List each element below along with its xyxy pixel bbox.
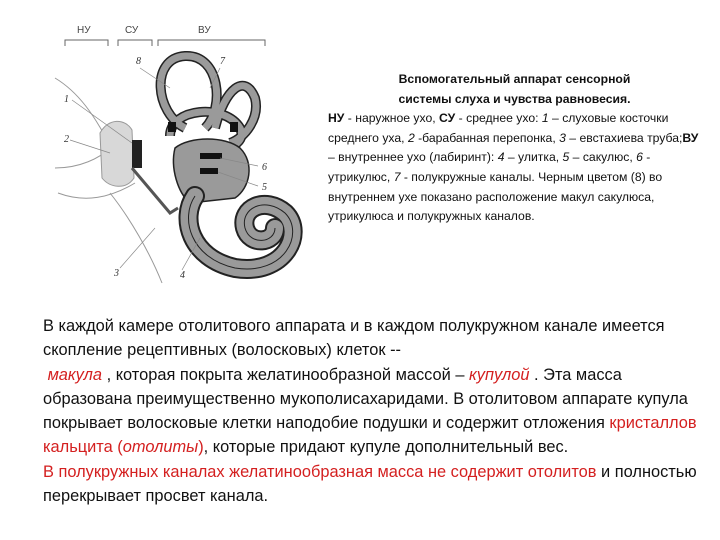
label-su: СУ: [125, 25, 139, 36]
semicircular-statement: В полукружных каналах желатинообразная масса не содержит отолитов: [43, 462, 597, 481]
term-macula: макула: [47, 365, 103, 384]
caption-text-5: – сакулюс,: [569, 150, 637, 165]
term-cupula: купулой: [469, 365, 530, 384]
macula-canal-right: [230, 122, 238, 132]
caption-vu-text: – внутреннее ухо (лабиринт):: [328, 150, 498, 165]
paren-open: (: [117, 438, 123, 457]
number-label-7: 7: [220, 56, 225, 67]
caption-title-line2: системы слуха и чувства равновесия.: [398, 91, 631, 106]
caption-su-text: - среднее ухо:: [455, 111, 542, 126]
caption-text-1: – слуховые косточки среднего уха,: [328, 111, 669, 145]
caption-title: [322, 70, 707, 109]
caption-title-line1: Вспомогательный аппарат сенсорной: [398, 72, 631, 86]
region-brackets: [65, 40, 265, 46]
figure-caption: [322, 70, 707, 227]
caption-num-7: 7: [393, 169, 401, 184]
number-label-5: 5: [262, 182, 267, 193]
eustachian-tube: [132, 168, 178, 213]
ear-canal: [100, 121, 134, 186]
macula-utriculus: [200, 153, 222, 159]
main-text-3: . Эта масса образована преимущественно мукополисахаридами. В отолитовом аппарате купула покрывает волосковые клетки наподобие подушки и содержит отложения: [43, 365, 688, 433]
term-calcite-crystals: кристаллов кальцита: [43, 414, 697, 457]
number-label-2: 2: [64, 134, 69, 145]
number-label-4: 4: [180, 270, 185, 281]
caption-text-2: -барабанная перепонка,: [414, 130, 560, 145]
semicircular-canals-fill: [161, 56, 256, 152]
abbr-su: СУ: [439, 111, 456, 126]
abbr-vu: ВУ: [682, 130, 699, 145]
main-text-2: , которая покрыта желатинообразной массой –: [102, 365, 470, 384]
caption-text-6: - утрикулюс,: [328, 150, 651, 184]
main-paragraph: [43, 314, 715, 508]
macula-sacculus: [200, 168, 218, 174]
label-nu: НУ: [77, 25, 91, 36]
ossicles: [132, 140, 142, 168]
number-label-8: 8: [136, 56, 141, 67]
paren-close: ): [198, 438, 204, 457]
caption-num-6: 6: [636, 150, 643, 165]
abbr-nu: НУ: [328, 111, 345, 126]
caption-body: [322, 109, 707, 227]
term-otoliths: отолиты: [122, 438, 199, 457]
caption-text-3: – евстахиева труба;: [565, 130, 683, 145]
number-label-3: 3: [114, 268, 119, 279]
number-label-6: 6: [262, 162, 267, 173]
caption-num-1: 1: [541, 111, 549, 126]
caption-num-4: 4: [497, 150, 505, 165]
caption-text-4: – улитка,: [504, 150, 563, 165]
macula-canal-left: [168, 122, 176, 132]
main-text-1: В каждой камере отолитового аппарата и в каждом полукружном канале имеется скопление рецептивных (волосковых) клеток --: [43, 317, 665, 360]
main-text-5: и полностью перекрывает просвет канала.: [43, 462, 697, 506]
main-text-4: , которые придают купуле дополнительный вес.: [203, 438, 569, 457]
label-vu: ВУ: [198, 25, 211, 36]
ear-diagram: [50, 18, 320, 298]
caption-num-2: 2: [407, 130, 415, 145]
caption-nu-text: - наружное ухо,: [344, 111, 440, 126]
caption-num-5: 5: [562, 150, 570, 165]
caption-text-7: - полукружные каналы. Черным цветом (8) во внутреннем ухе показано расположение макул сакулюса, утрикулюса и полукружных каналов.: [328, 169, 663, 224]
caption-num-3: 3: [559, 130, 566, 145]
number-label-1: 1: [64, 94, 69, 105]
